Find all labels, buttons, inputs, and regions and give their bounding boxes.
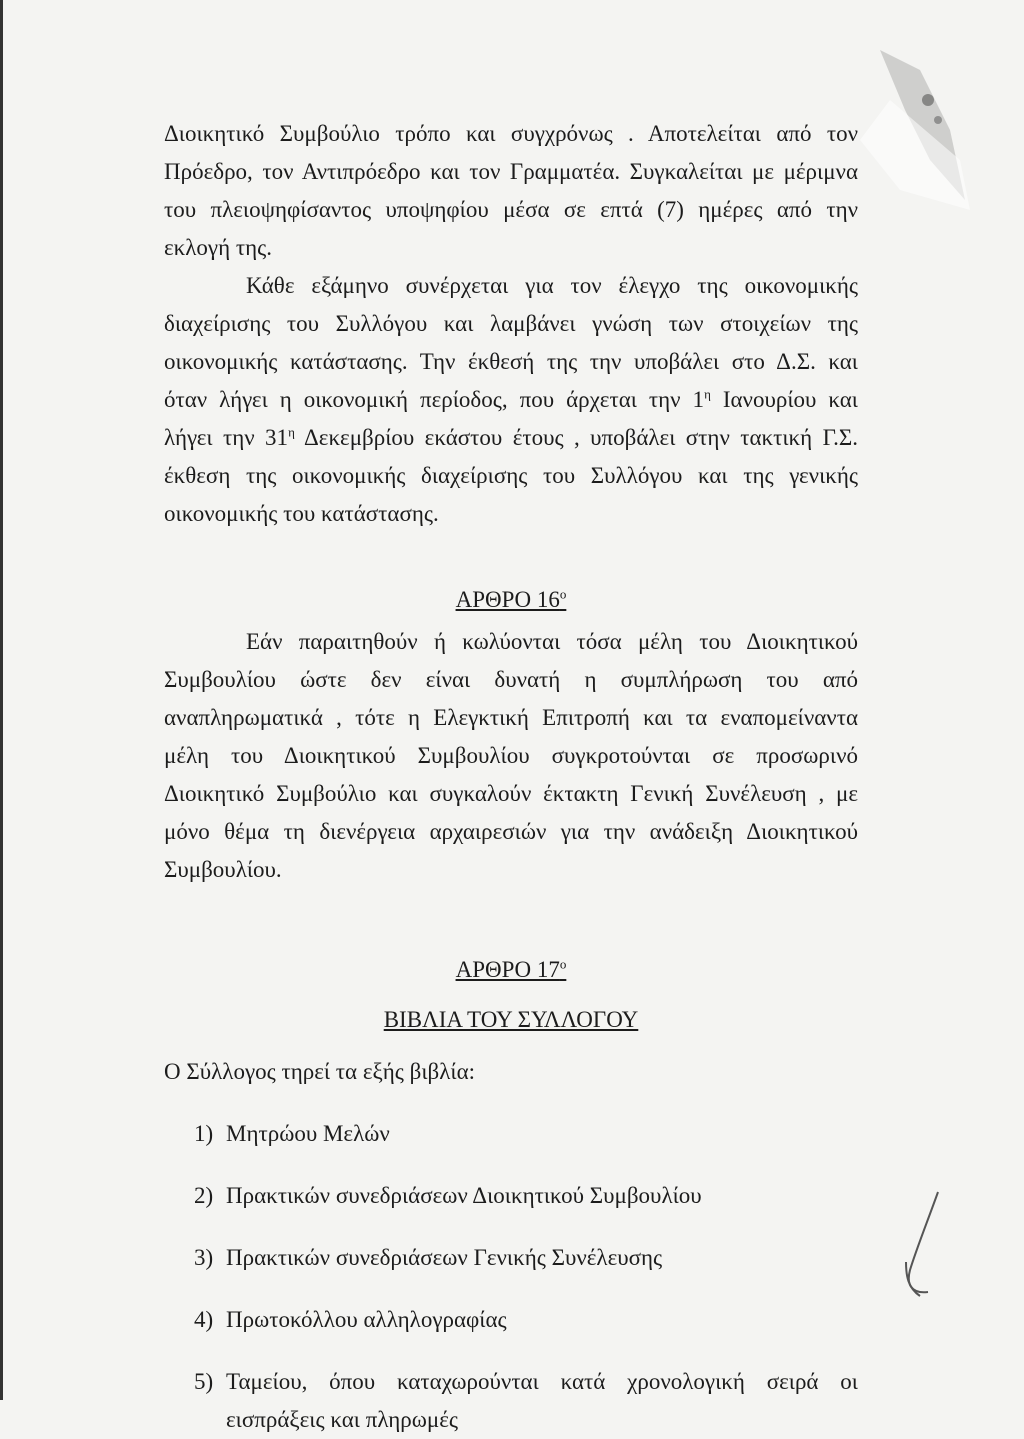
article-16-heading [164, 581, 858, 619]
text-line: αναπληρωματικά , τότε η Ελεγκτική Επιτροπή και τα εναπομείναντα [164, 705, 858, 730]
list-item-continuation: εισπράξεις και πληρωμές [226, 1407, 459, 1432]
ink-smudge [860, 40, 970, 210]
text-line: Διοικητικό Συμβούλιο τρόπο και συγχρόνως . Αποτελείται από τον [164, 121, 858, 146]
text-line: διαχείρισης του Συλλόγου και λαμβάνει γνώση των στοιχείων της [164, 311, 858, 336]
text-line: οικονομικής του κατάστασης. [164, 501, 439, 526]
text-line: όταν λήγει η οικονομική περίοδος, που άρχεται την $1^\eta$ Ιανουρίου και [164, 386, 858, 412]
list-item: 1) Μητρώου Μελών [194, 1121, 390, 1146]
text-line: λήγει την $31^\eta$ Δεκεμβρίου εκάστου έτους , υποβάλει στην τακτική Γ.Σ. [164, 424, 858, 450]
paragraph-continuation [164, 115, 858, 267]
superscript: η [704, 386, 711, 402]
text-line: Συμβουλίου. [164, 857, 282, 882]
paragraph-article-16 [164, 623, 858, 889]
article-17-subtitle: ΒΙΒΛΙΑ ΤΟΥ ΣΥΛΛΟΓΟΥ [383, 1007, 639, 1032]
books-intro: Ο Σύλλογος τηρεί τα εξής βιβλία: [164, 1059, 476, 1084]
page-edge-shadow [0, 0, 3, 1400]
text-line: Διοικητικό Συμβούλιο και συγκαλούν έκτακτη Γενική Συνέλευση , με [164, 781, 858, 806]
list-item: 4) Πρωτοκόλλου αλληλογραφίας [194, 1307, 507, 1332]
list-item: 5) Ταμείου, όπου καταχωρούνται κατά χρονολογική σειρά οι [194, 1369, 858, 1394]
superscript: η [288, 424, 295, 440]
text-line: μόνο θέμα τη διενέργεια αρχαιρεσιών για την ανάδειξη Διοικητικού [164, 819, 858, 844]
document-body [164, 115, 858, 1439]
text-line: Εάν παραιτηθούν ή κωλύονται τόσα μέλη του Διοικητικού [246, 629, 858, 654]
text-line: μέλη του Διοικητικού Συμβουλίου συγκροτούνται σε προσωρινό [164, 743, 858, 768]
article-17-heading [164, 951, 858, 989]
list-item: 3) Πρακτικών συνεδριάσεων Γενικής Συνέλευσης [194, 1245, 663, 1270]
text-line: έκθεση της οικονομικής διαχείρισης του Συλλόγου και της γενικής [164, 463, 858, 488]
article-17-title: ΑΡΘΡΟ $17^o$ [455, 956, 567, 982]
text-line: Κάθε εξάμηνο συνέρχεται για τον έλεγχο της οικονομικής [246, 273, 858, 298]
list-item: 2) Πρακτικών συνεδριάσεων Διοικητικού Συμβουλίου [194, 1183, 702, 1208]
text-line: του πλειοψηφίσαντος υποψηφίου μέσα σε επτά (7) ημέρες από την [164, 197, 858, 222]
handwritten-initials [898, 1190, 944, 1300]
text-line: Πρόεδρο, τον Αντιπρόεδρο και τον Γραμματέα. Συγκαλείται με μέριμνα [164, 159, 858, 184]
article-16-title: ΑΡΘΡΟ $16^o$ [455, 586, 567, 612]
paragraph-audit [164, 267, 858, 533]
text-line: οικονομικής κατάστασης. Την έκθεσή της την υποβάλει στο Δ.Σ. και [164, 349, 858, 374]
books-list [164, 1115, 858, 1439]
text-line: Συμβουλίου ώστε δεν είναι δυνατή η συμπλήρωση του από [164, 667, 858, 692]
text-line: εκλογή της. [164, 235, 272, 260]
